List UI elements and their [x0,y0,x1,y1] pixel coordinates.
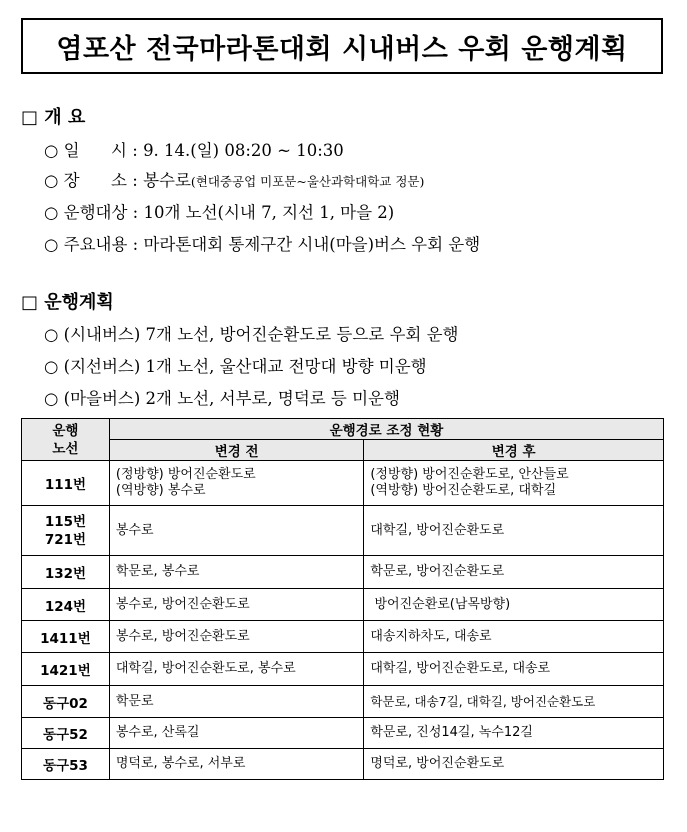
table-row [22,653,664,686]
route-after: 학문로, 진성14길, 녹수12길 [364,718,664,749]
route-change-table [21,418,664,780]
route-before: 봉수로, 방어진순환도로 [109,621,363,653]
route-after: 대학길, 방어진순환도로, 대송로 [364,653,664,686]
route-after: 대학길, 방어진순환도로 [364,506,664,556]
route-before: 명덕로, 봉수로, 서부로 [109,749,363,780]
title-box [21,18,663,74]
route-number: 동구02 [22,686,110,718]
table-row [22,506,664,556]
table-row [22,621,664,653]
route-number: 동구53 [22,749,110,780]
header-route-adjustment: 운행경로 조정 현황 [109,419,663,440]
header-before: 변경 전 [109,440,363,461]
route-before: 봉수로 [109,506,363,556]
route-number: 132번 [22,556,110,589]
route-before: 학문로 [109,686,363,718]
route-number: 124번 [22,589,110,621]
table-row [22,556,664,589]
route-before: (정방향) 방어진순환도로 (역방향) 봉수로 [109,461,363,506]
plan-item-branch-bus: ○ (지선버스) 1개 노선, 울산대교 전망대 방향 미운행 [44,357,427,376]
page-title: 염포산 전국마라톤대회 시내버스 우회 운행계획 [56,33,628,65]
route-number: 111번 [22,461,110,506]
route-before: 봉수로, 방어진순환도로 [109,589,363,621]
route-before: 학문로, 봉수로 [109,556,363,589]
overview-item-datetime [44,137,344,161]
route-after: 학문로, 방어진순환도로 [364,556,664,589]
overview-label: ○ 주요내용 [44,235,128,254]
overview-sep: : [127,203,144,222]
overview-sep: : [127,141,144,160]
overview-value: 10개 노선(시내 7, 지선 1, 마을 2) [143,203,395,222]
overview-sep: : [127,235,144,254]
route-before: 대학길, 방어진순환도로, 봉수로 [109,653,363,686]
overview-item-content [44,231,480,255]
header-route: 운행 노선 [22,419,110,461]
overview-sep: : [127,171,144,190]
route-before: 봉수로, 산록길 [109,718,363,749]
route-number: 115번 721번 [22,506,110,556]
overview-value: 9. 14.(일) 08:20 ~ 10:30 [143,141,344,160]
overview-heading: □ 개 요 [21,107,86,128]
overview-item-place [44,167,424,191]
table-row [22,749,664,780]
table-row [22,589,664,621]
overview-note: (현대중공업 미포문~울산과학대학교 정문) [190,174,425,189]
route-number: 1421번 [22,653,110,686]
plan-heading: □ 운행계획 [21,292,114,313]
overview-label: ○ 일 시 [44,141,127,160]
route-number: 1411번 [22,621,110,653]
route-after: 명덕로, 방어진순환도로 [364,749,664,780]
route-number: 동구52 [22,718,110,749]
plan-item-city-bus: ○ (시내버스) 7개 노선, 방어진순환도로 등으로 우회 운행 [44,325,459,344]
plan-item-village-bus: ○ (마을버스) 2개 노선, 서부로, 명덕로 등 미운행 [44,389,400,408]
overview-item-target [44,199,394,223]
table-row [22,461,664,506]
route-after: 대송지하차도, 대송로 [364,621,664,653]
overview-value: 봉수로 [143,171,191,190]
table-row [22,686,664,718]
route-after: 방어진순환로(남목방향) [364,589,664,621]
route-after: (정방향) 방어진순환도로, 안산들로 (역방향) 방어진순환도로, 대학길 [364,461,664,506]
header-after: 변경 후 [364,440,664,461]
table-row [22,718,664,749]
overview-value: 마라톤대회 통제구간 시내(마을)버스 우회 운행 [143,235,481,254]
route-after: 학문로, 대송7길, 대학길, 방어진순환도로 [364,686,664,718]
overview-label: ○ 운행대상 [44,203,128,222]
overview-label: ○ 장 소 [44,171,127,190]
